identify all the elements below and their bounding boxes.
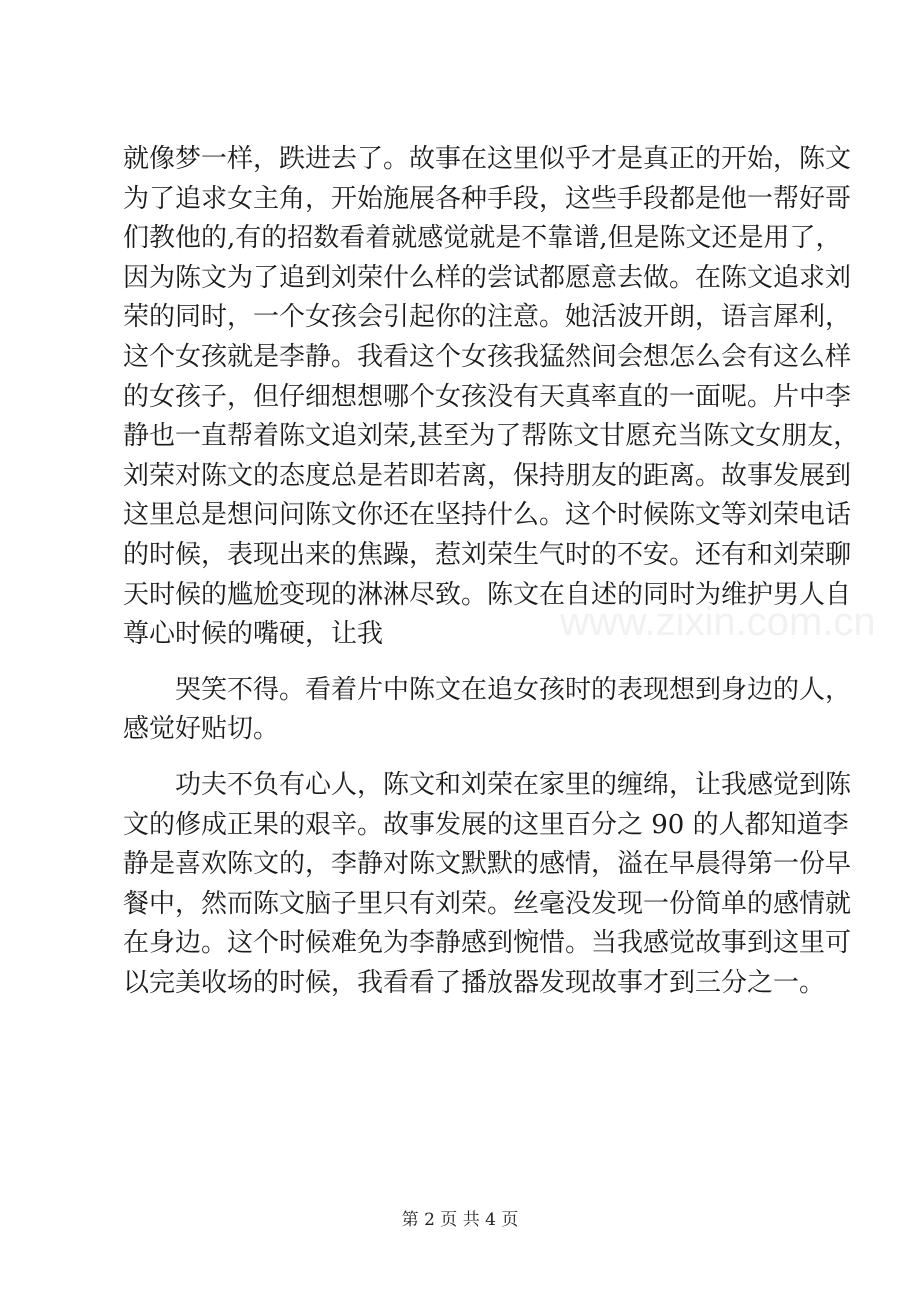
text-line: 就像梦一样，跌进去了。故事在这里似乎才是真正的开始，陈文: [123, 144, 852, 174]
text-line: 荣的同时，一个女孩会引起你的注意。她活波开朗，语言犀利，: [123, 302, 852, 333]
text-line: 的时候，表现出来的焦躁，惹刘荣生气时的不安。还有和刘荣聊: [123, 539, 852, 570]
text-line: 天时候的尴尬变现的淋淋尽致。陈文在自述的同时为维护男人自: [123, 579, 852, 610]
text-line: 餐中，然而陈文脑子里只有刘荣。丝毫没发现一份简单的感情就: [123, 888, 852, 919]
text-line: 尊心时候的嘴硬，让我: [123, 619, 384, 650]
paragraph-3: [123, 766, 852, 1004]
text-line: 感觉好贴切。: [123, 714, 280, 745]
text-line: 这个女孩就是李静。我看这个女孩我猛然间会想怎么会有这么样: [123, 341, 852, 372]
text-line: 以完美收场的时候，我看看了播放器发现故事才到三分之一。: [123, 967, 826, 998]
text-line: 哭笑不得。看着片中陈文在追女孩时的表现想到身边的人，: [175, 674, 852, 705]
text-line: 这里总是想问问陈文你还在坚持什么。这个时候陈文等刘荣电话: [123, 500, 852, 531]
document-body: [123, 140, 860, 1003]
text-line: 功夫不负有心人，陈文和刘荣在家里的缠绵，让我感觉到陈: [175, 769, 852, 800]
text-line: 刘荣对陈文的态度总是若即若离，保持朋友的距离。故事发展到: [123, 460, 852, 491]
text-line: 文的修成正果的艰辛。故事发展的这里百分之 90 的人都知道李: [123, 809, 849, 840]
text-line: 的女孩子，但仔细想想哪个女孩没有天真率直的一面呢。片中李: [123, 381, 852, 412]
text-line: 为了追求女主角，开始施展各种手段，这些手段都是他一帮好哥: [123, 183, 852, 214]
watermark: www.zixin.com.cn: [560, 600, 876, 644]
text-line: 因为陈文为了追到刘荣什么样的尝试都愿意去做。在陈文追求刘: [123, 262, 852, 293]
paragraph-1: [123, 140, 860, 655]
paragraph-gap: [123, 655, 805, 671]
text-line: 在身边。这个时候难免为李静感到惋惜。当我感觉故事到这里可: [123, 928, 852, 959]
text-line: 静也一直帮着陈文追刘荣,甚至为了帮陈文甘愿充当陈文女朋友，: [123, 421, 860, 452]
paragraph-2: [123, 671, 852, 750]
page-number-footer: 第 2 页 共 4 页: [401, 1210, 519, 1230]
text-line: 们教他的,有的招数看着就感觉就是不靠谱,但是陈文还是用了，: [123, 223, 842, 254]
paragraph-gap: [123, 750, 805, 766]
text-line: 静是喜欢陈文的，李静对陈文默默的感情，溢在早晨得第一份早: [123, 849, 852, 880]
